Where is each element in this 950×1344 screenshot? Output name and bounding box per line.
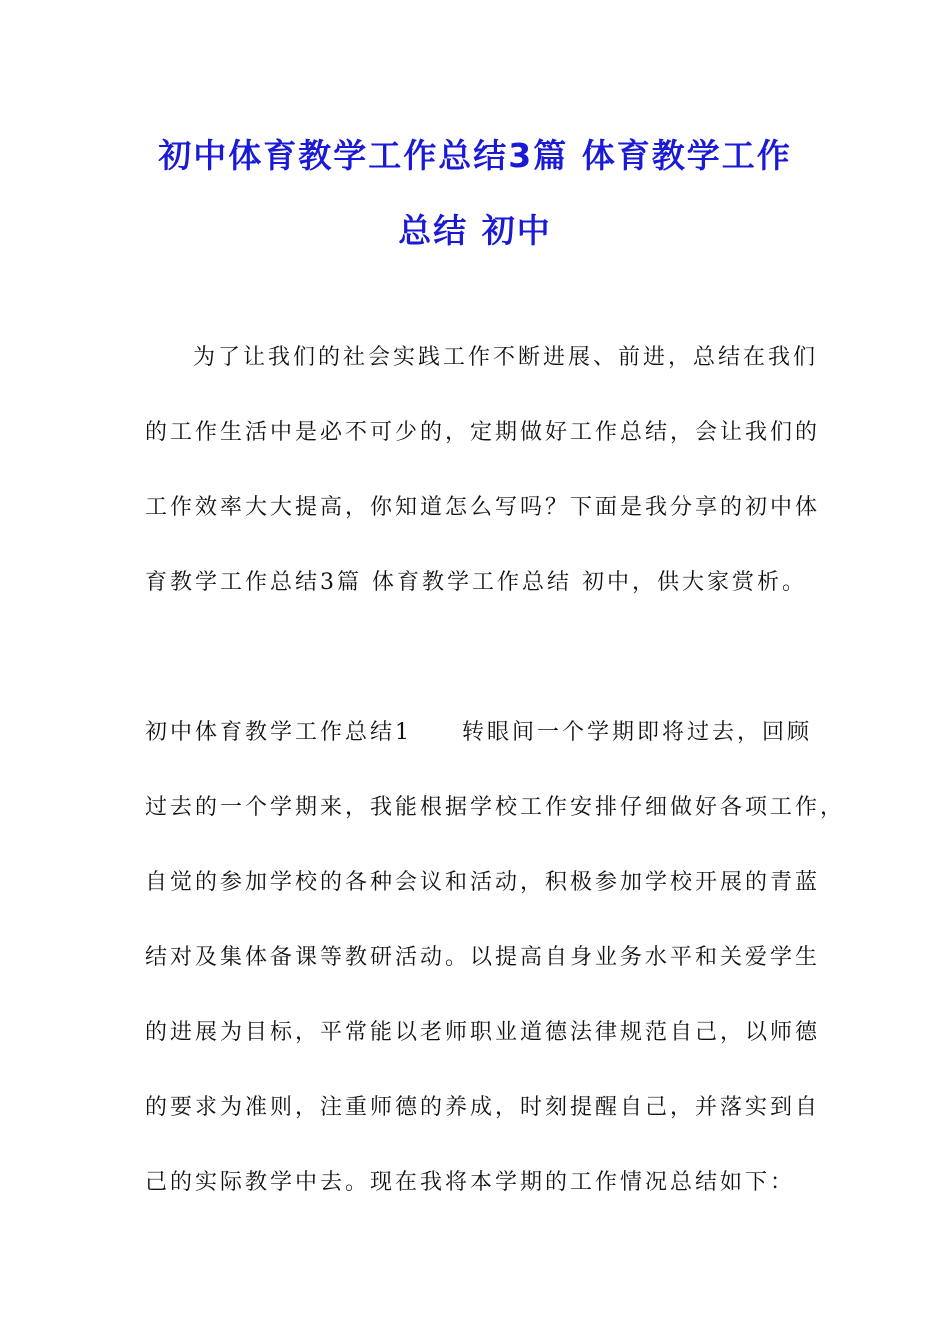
document-title-line-1: 初中体育教学工作总结3篇 体育教学工作	[158, 136, 792, 175]
section1-line-7: 己的实际教学中去。现在我将本学期的工作情况总结如下：	[145, 1170, 796, 1195]
section1-line-2: 过去的一个学期来，我能根据学校工作安排仔细做好各项工作，	[145, 795, 846, 820]
section1-line-3: 自觉的参加学校的各种会议和活动，积极参加学校开展的青蓝	[145, 870, 821, 895]
section1-line-5: 的进展为目标，平常能以老师职业道德法律规范自己，以师德	[145, 1020, 821, 1045]
intro-line-4: 育教学工作总结3篇 体育教学工作总结 初中，供大家赏析。	[145, 570, 807, 595]
intro-line-3: 工作效率大大提高，你知道怎么写吗？下面是我分享的初中体	[145, 495, 821, 520]
section1-line-1: 初中体育教学工作总结1 转眼间一个学期即将过去，回顾	[145, 720, 812, 745]
section1-line-6: 的要求为准则，注重师德的养成，时刻提醒自己，并落实到自	[145, 1095, 821, 1120]
intro-line-2: 的工作生活中是必不可少的，定期做好工作总结，会让我们的	[145, 420, 821, 445]
section1-line-4: 结对及集体备课等教研活动。以提高自身业务水平和关爱学生	[145, 945, 821, 970]
document-title-line-2: 总结 初中	[398, 211, 552, 250]
intro-line-1: 为了让我们的社会实践工作不断进展、前进，总结在我们	[193, 345, 819, 370]
